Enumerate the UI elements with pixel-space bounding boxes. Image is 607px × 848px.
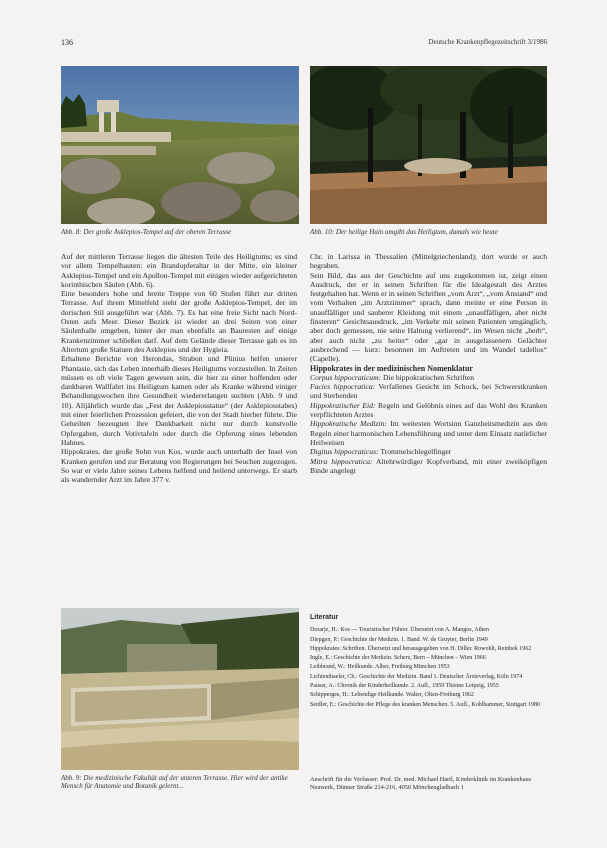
- literature-item: Pauser, A.: Chronik der Kinderheilkunde. 2. Aufl., 1959 Thieme Leipzig, 1955: [310, 683, 499, 690]
- term-name: Hippokratischer Eid:: [310, 400, 376, 410]
- journal-header: Deutsche Krankenpflegezeitschrift 3/1986: [428, 38, 547, 46]
- author-address: Anschrift für die Verfasser: Prof. Dr. med. Michael Hartl, Kinderklinik im Krankenhaus Neuwerk, Dünner Straße 214-216, 4050 Mönchengladbach 1: [310, 776, 532, 791]
- paragraph: Eine besonders hohe und breite Treppe von 60 Stufen führt zur dritten Terrasse. Auf ihrem Mittelfeld steht der große Asklepios-Tempel, der im dorischen Stil ausgeführt war (Abb. 7). Es hat eine freie Sicht nach Nord-Osten aufs Meer. Dieser Bezirk ist wieder an drei Seiten von einer Säulenhalle umgeben, hinter der man ebenfalls an Bauresten auf einige Krankenzimmer schließen darf. Auf dem Gelände dieser Terrasse gab es im Altertum große Statuen des Asklepios und der Hygieia.: [61, 289, 297, 354]
- figure-9-caption: Abb. 9: Die medizinische Fakultät auf der unteren Terrasse. Hier wird der antike Mensch für Anatomie und Botanik gelernt...: [61, 774, 288, 790]
- paragraph: Auf der mittleren Terrasse liegen die ältesten Teile des Heiligtums; es sind vor allem Tempelbauten: ein Brandopferaltar in der Mitte, ein kleiner Asklepios-Tempel und ein Apollon-Tempel mit einigen wieder aufgerichteten korinthischen Säulen (Abb. 6).: [61, 252, 297, 289]
- literature-item: Schipperges, H.: Lebendige Heilkunde. Walter, Olten-Freiburg 1962: [310, 692, 474, 699]
- right-text-column: [310, 252, 547, 475]
- term-entry: [310, 373, 547, 382]
- term-name: Corpus hippocraticum:: [310, 372, 382, 382]
- term-entry: [310, 382, 547, 401]
- literature-title: Literatur: [310, 614, 339, 621]
- literature-item: Hippokrates: Schriften. Übersetzt und herausgegeben von H. Diller. Rowohlt, Reinbek 1962: [310, 645, 532, 652]
- figure-9-photo: [61, 608, 299, 770]
- figure-10-caption: Abb. 10: Der heilige Hain umgibt das Heiligtum, damals wie heute: [310, 228, 498, 236]
- term-description: Verfallenes Gesicht im Schock, bei Schwerstkranken und Sterbenden: [310, 382, 547, 401]
- term-entry: [310, 401, 547, 420]
- term-description: Die hippokratischen Schriften: [381, 372, 475, 382]
- paragraph: Hippokrates, der große Sohn von Kos, wurde auch unterhalb der Insel von Kranken gerufen und zur Beratung von Regierungen bei Seuchen zugezogen. So war er viele Jahre seines Lebens helfend und heilend unterwegs. Er starb als wandernder Arzt im Jahre 377 v.: [61, 447, 297, 485]
- figure-10-photo: [310, 66, 547, 224]
- section-title: Hippokrates in der medizinischen Nomenklatur: [310, 363, 473, 373]
- term-description: Trommelschlegelfinger: [378, 447, 452, 457]
- literature-item: Leibbrand, W.: Heilkunde. Alber, Freiburg München 1953: [310, 664, 450, 671]
- figure-8-photo: [61, 66, 299, 224]
- term-entry: [310, 457, 547, 476]
- term-description: Im weitesten Wortsinn Ganzheitsmedizin aus den Regeln einer harmonischen Lebensführung und unter dem Einsatz natürlicher Heilweisen: [310, 419, 547, 447]
- term-description: Altehrwürdiger Kopfverband, mit einer zweiköpfigen Binde angelegt: [310, 456, 547, 475]
- term-name: Facies hippocratica:: [310, 382, 376, 392]
- literature-item: Lichtenthaeler, Ch.: Geschichte der Medizin. Band 1. Deutscher Ärzteverlag, Köln 1974: [310, 673, 523, 680]
- term-name: Digitus hippocraticus:: [310, 447, 379, 457]
- literature-item: Diepgen, P.: Geschichte der Medizin. 1. Band. W. de Gruyter, Berlin 1949: [310, 636, 488, 643]
- term-entry: [310, 419, 547, 447]
- literature-section: [310, 613, 547, 711]
- term-description: Regeln und Gelöbnis eines auf das Wohl des Kranken verpflichteten Arztes: [310, 400, 547, 420]
- paragraph: Erhaltene Berichte von Herondas, Strabon und Plinius helfen unserer Phantasie, sich das Leben innerhalb dieses Heiligtums vorzustellen. In Zeiten müssen es oft viele Tagen gewesen sein, die hier zu einer hoffenden oder dankbaren Wallfahrt ins Heiligtum kamen oder als Kranke während einiger Behandlungswochen ihre Gesundheit wiedererlangen suchten (Abb. 9 und 10). Alljährlich wurde das „Fest der Asklepiosstatue“ (der Asklepiosstabes) mit einer feierlichen Prozession gefeiert, die von der Stadt hierher führte. Die Geheilten bezeugten ihre Dankbarkeit nicht nur durch kunstvolle Opfergaben, durch Votivtafeln oder durch die Opferung eines lebenden Hahnes.: [61, 354, 297, 447]
- figure-8-caption: Abb. 8: Der große Asklepios-Tempel auf der oberen Terrasse: [61, 228, 232, 236]
- term-name: Hippokratische Medizin:: [310, 419, 388, 429]
- literature-item: Seidler, E.: Geschichte der Pflege des kranken Menschen. 5. Aufl., Kohlhammer, Stuttgart 1980: [310, 701, 540, 708]
- literature-item: Ingle, E.: Geschichte der Medizin. Scherz, Bern – München – Wien 1966: [310, 655, 486, 662]
- paragraph: Sein Bild, das aus der Geschichte auf uns zugekommen ist, zeigt einen Ausdruck, der er in seinen Schriften für die Idealgestalt des Arztes festgehalten hat. Wenn er in seinen Schriften „vom Arzt“, „vom Anstand“ und vom Verhalten „im Arztzimmer“ sprach, dann meinte er eine Person in unauffälliger und sauberer Kleidung mit einem „unauffälligen, aber nicht finsteren“ Gesichtsausdruck, „im Verkehr mit seinen Patienten umgänglich, aber doch gemessen, nie seine Haltung verlierend“, im Wesen nicht „herb“, aber auch nicht „zu heiter“ oder „gar in ausgelassenem Gelächter ausbrechend — kurz: besonnen im Auftreten und im Wandel tadellos“ (Capelle).: [310, 270, 547, 364]
- term-entry: [310, 447, 547, 456]
- paragraph: Chr. in Larissa in Thessalien (Mittelgriechenland); dort wurde er auch begraben.: [310, 252, 547, 271]
- page-number: 136: [61, 38, 73, 47]
- left-text-column: [61, 252, 297, 484]
- literature-item: Dorarje, H.: Kos — Touristischer Führer. Übersetzt von A. Mangos, Athen: [310, 627, 489, 634]
- term-name: Mitra hippocratica:: [310, 456, 373, 466]
